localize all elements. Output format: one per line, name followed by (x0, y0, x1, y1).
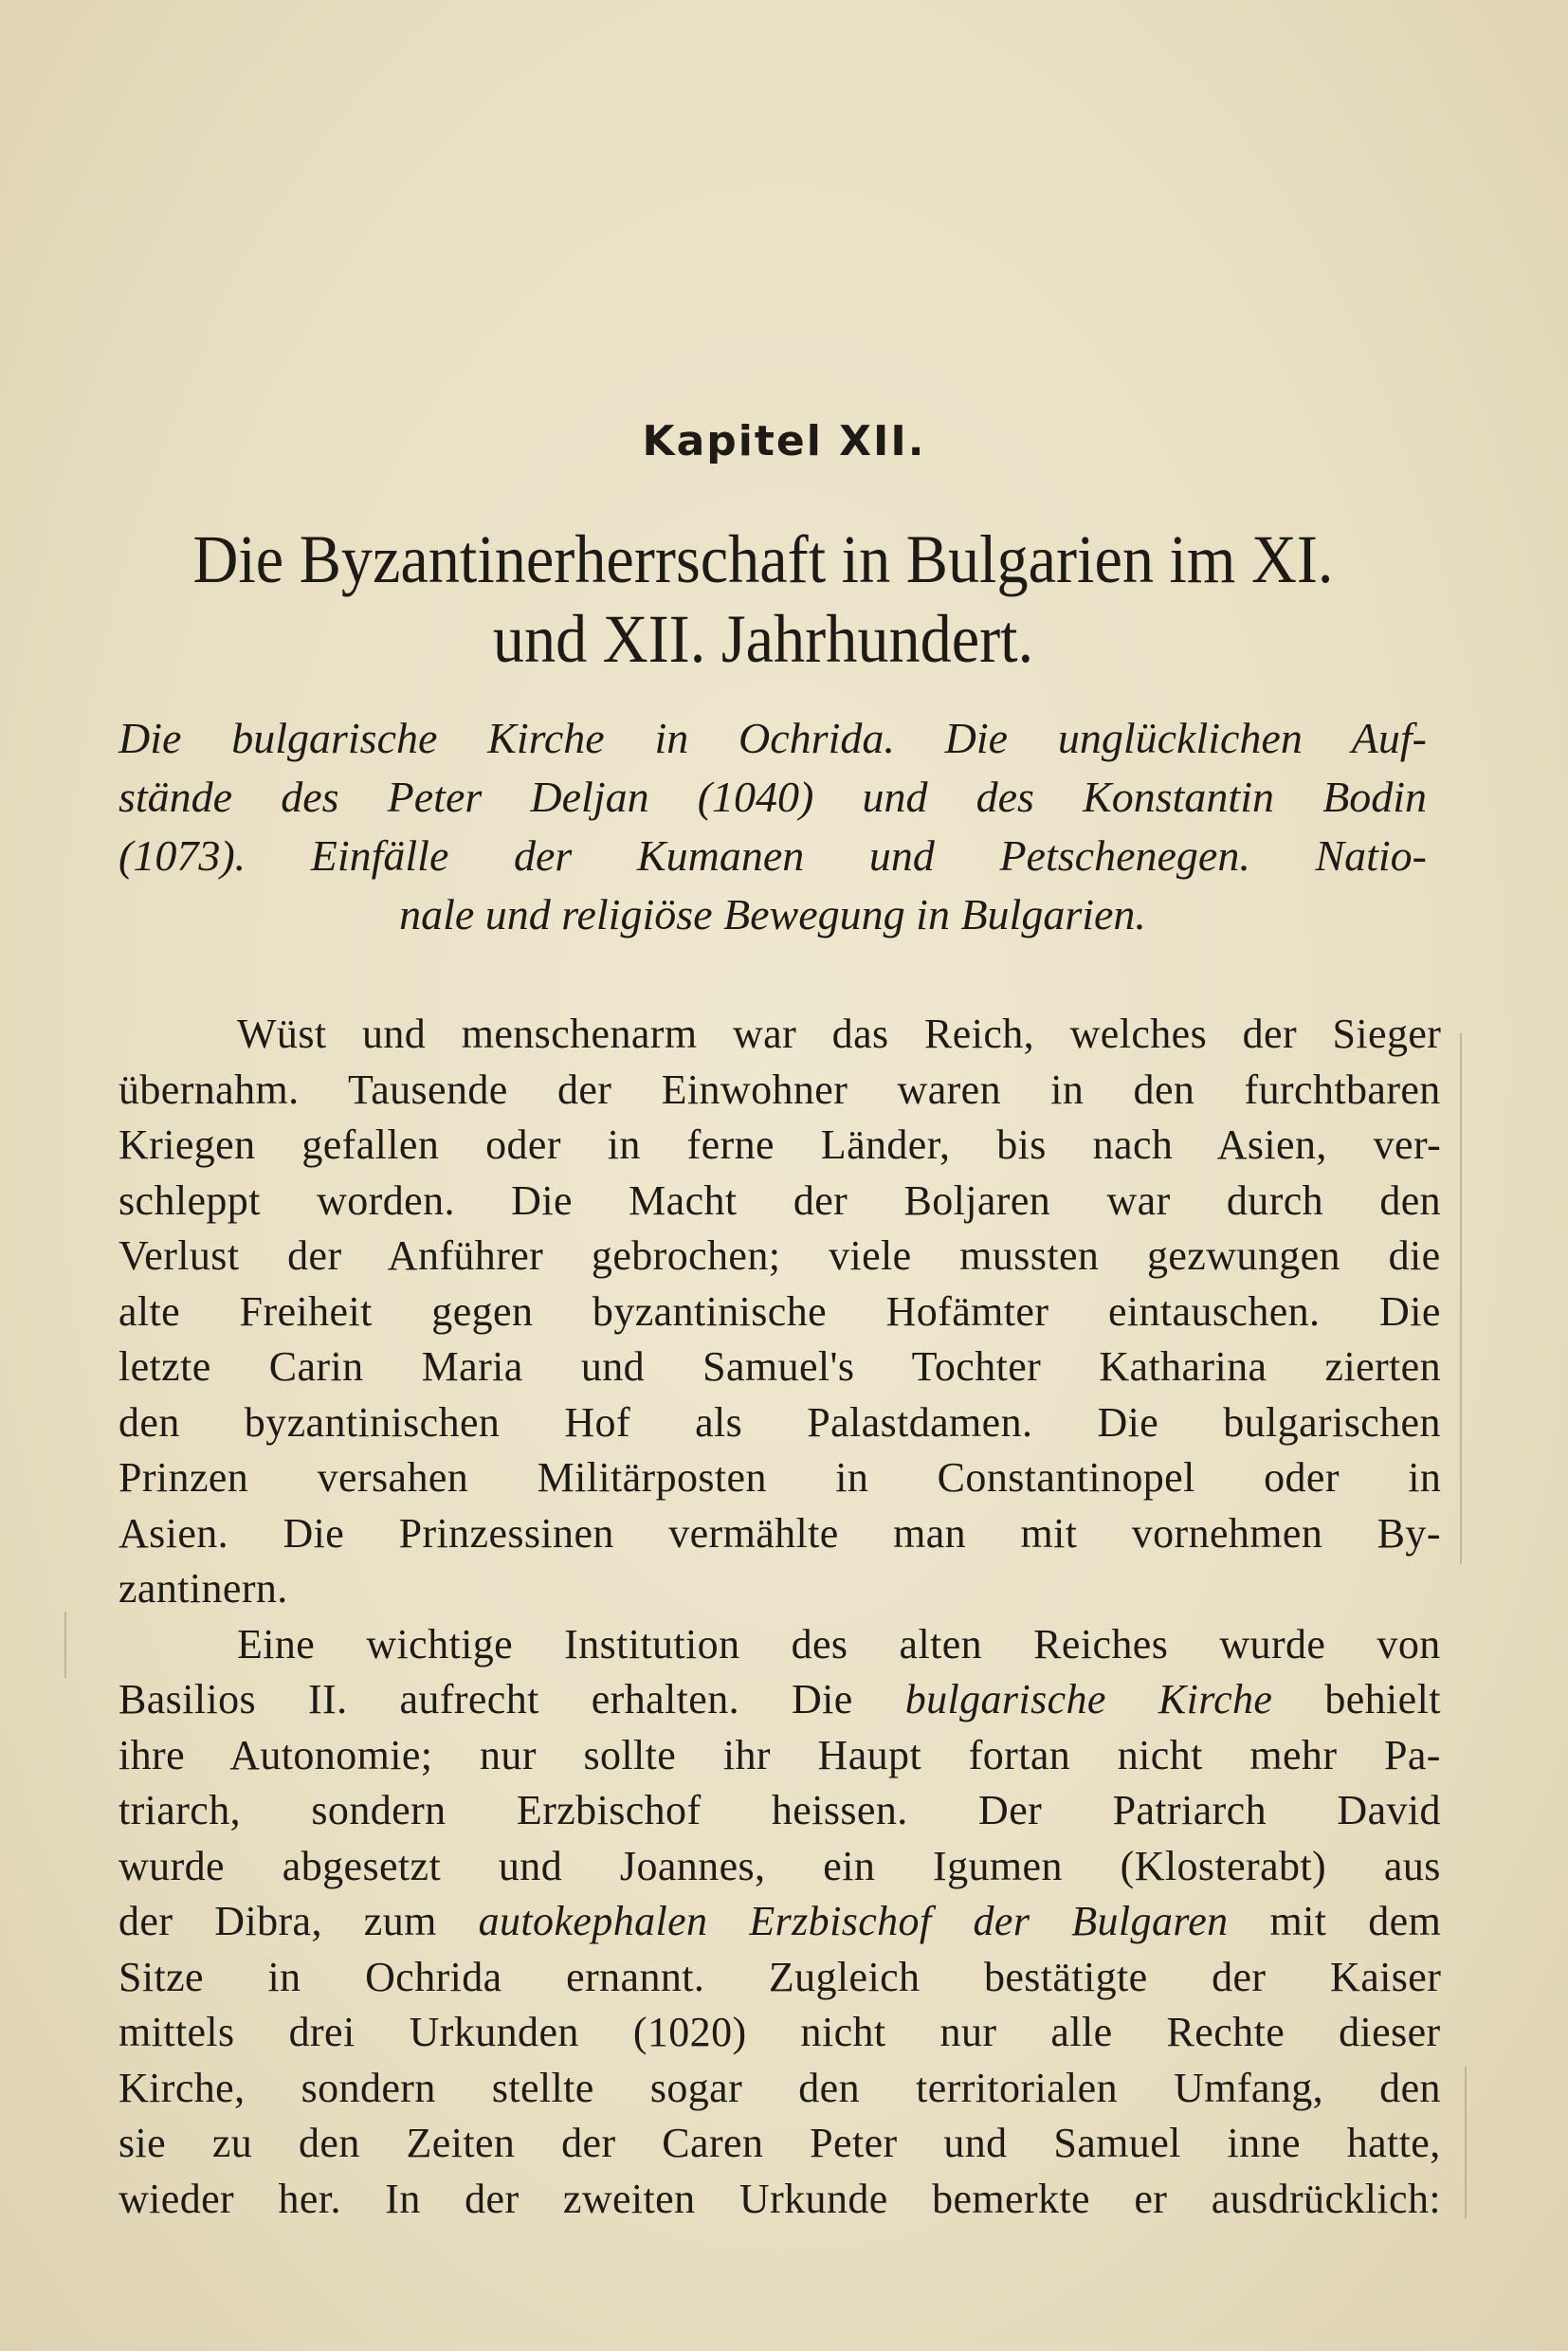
paragraph-2-line-5 (119, 1839, 1441, 1895)
text-line: Sitze in Ochrida ernannt. Zugleich bestätigte der Kaiser (119, 1953, 1442, 2000)
text-run: der Dibra, zum (119, 1898, 479, 1944)
text-line: schleppt worden. Die Macht der Boljaren war durch den (119, 1176, 1442, 1224)
text-line: mittels drei Urkunden (1020) nicht nur alle Rechte dieser (119, 2009, 1441, 2055)
paragraph-2-line-11 (119, 2172, 1441, 2228)
margin-pencil-mark-right-lower (1465, 2067, 1467, 2218)
text-line (119, 1672, 1441, 1728)
paragraph-2-line-7 (119, 1950, 1441, 2006)
paragraph-1-line-3 (119, 1118, 1441, 1174)
text-line: Asien. Die Prinzessinen vermählte man mit vornehmen By- (119, 1509, 1441, 1557)
text-run: behielt (1272, 1676, 1441, 1722)
paragraph-1-line-10 (119, 1506, 1441, 1562)
text-line: Eine wichtige Institution des alten Reiches wurde von (237, 1620, 1441, 1668)
chapter-summary (119, 709, 1427, 944)
paragraph-2-line-6 (119, 1894, 1441, 1950)
text-line (119, 1894, 1441, 1950)
text-line: Verlust der Anführer gebrochen; viele mussten gezwungen die (119, 1232, 1441, 1279)
text-line: zantinern. (119, 1565, 288, 1612)
summary-line-2: stände des Peter Deljan (1040) und des Konstantin Bodin (119, 773, 1427, 821)
margin-pencil-mark-right (1460, 1033, 1462, 1564)
paragraph-1-line-6 (119, 1285, 1441, 1340)
chapter-title-line-2: und XII. Jahrhundert. (492, 601, 1034, 677)
summary-line-4: nale und religiöse Bewegung in Bulgarien. (399, 890, 1146, 939)
body-text (119, 1007, 1441, 2227)
text-line: triarch, sondern Erzbischof heissen. Der Patriarch David (119, 1787, 1441, 1833)
text-line: letzte Carin Maria und Samuel's Tochter Katharina zierten (119, 1343, 1442, 1390)
summary-line-1: Die bulgarische Kirche in Ochrida. Die unglücklichen Auf- (119, 714, 1427, 762)
paragraph-1-line-7 (119, 1340, 1441, 1395)
chapter-title-line-1: Die Byzantinerherrschaft in Bulgarien im XI. (192, 521, 1334, 597)
paragraph-1-line-8 (119, 1395, 1441, 1451)
text-line: den byzantinischen Hof als Palastdamen. Die bulgarischen (119, 1398, 1441, 1446)
paragraph-1-line-2 (119, 1063, 1441, 1119)
text-line: Kriegen gefallen oder in ferne Länder, bis nach Asien, ver- (119, 1121, 1442, 1168)
paragraph-1-line-5 (119, 1229, 1441, 1285)
paragraph-1-line-4 (119, 1174, 1441, 1230)
chapter-heading: Kapitel XII. (642, 417, 926, 465)
emphasis-autokephalen-erzbischof: autokephalen Erzbischof der Bulgaren (478, 1898, 1229, 1944)
paragraph-2-line-9 (119, 2061, 1441, 2117)
paragraph-2-line-10 (119, 2116, 1441, 2172)
paragraph-2-line-2 (119, 1672, 1441, 1728)
text-run: mit dem (1228, 1898, 1442, 1944)
paragraph-1-line-11 (119, 1561, 1441, 1617)
text-line: alte Freiheit gegen byzantinische Hofämter eintauschen. Die (119, 1287, 1441, 1335)
paragraph-2-line-8 (119, 2005, 1441, 2061)
emphasis-bulgarische-kirche: bulgarische Kirche (904, 1676, 1273, 1722)
text-line: Kirche, sondern stellte sogar den territorialen Umfang, den (119, 2064, 1441, 2111)
summary-line-3: (1073). Einfälle der Kumanen und Petschenegen. Natio- (119, 831, 1427, 880)
chapter-title (157, 519, 1370, 679)
paragraph-2-line-1 (119, 1617, 1441, 1673)
text-line: übernahm. Tausende der Einwohner waren in den furchtbaren (119, 1066, 1441, 1113)
text-line: Prinzen versahen Militärposten in Constantinopel oder in (119, 1454, 1442, 1501)
paragraph-1-line-9 (119, 1450, 1441, 1506)
text-line: ihre Autonomie; nur sollte ihr Haupt fortan nicht mehr Pa- (119, 1731, 1441, 1778)
paragraph-1-line-1 (119, 1007, 1441, 1063)
text-line: Wüst und menschenarm war das Reich, welches der Sieger (237, 1011, 1442, 1057)
paragraph-2-line-4 (119, 1783, 1441, 1839)
paragraph-2-line-3 (119, 1728, 1441, 1784)
text-line: wieder her. In der zweiten Urkunde bemerkte er ausdrücklich: (119, 2175, 1441, 2222)
text-line: wurde abgesetzt und Joannes, ein Igumen (Klosterabt) aus (119, 1842, 1441, 1889)
text-run: Basilios II. aufrecht erhalten. Die (119, 1676, 905, 1722)
margin-pencil-mark-left (64, 1612, 66, 1678)
text-line: sie zu den Zeiten der Caren Peter und Samuel inne hatte, (119, 2120, 1441, 2166)
